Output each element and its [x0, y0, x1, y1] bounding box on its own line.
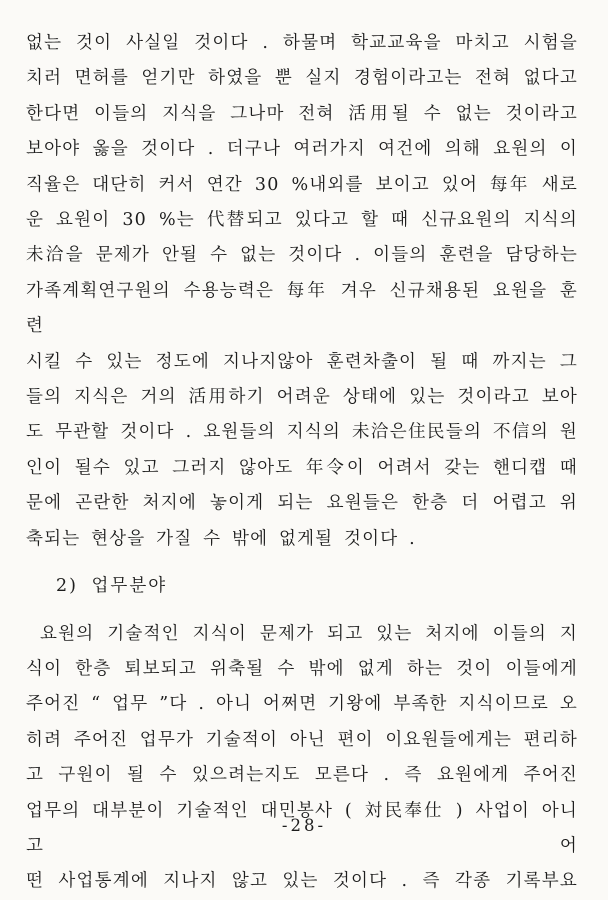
section-heading: 2) 업무분야: [56, 576, 168, 597]
text-line: 인이 될수 있고 그러지 않아도 年令이 어려서 갖는 핸디캡 때: [26, 457, 578, 478]
page-number: -28-: [281, 816, 327, 835]
text-line: 업무의 대부분이 기술적인 대민봉사 ( 対民奉仕 ) 사업이 아니고 어: [26, 800, 578, 856]
text-line: 한다면 이들의 지식을 그나마 전혀 活用될 수 없는 것이라고: [26, 103, 578, 124]
text-line: 주어진 “ 업무 ”다 . 아니 어쩌면 기왕에 부족한 지식이므로 오: [26, 694, 578, 715]
text-line: 고 구원이 될 수 있으려는지도 모른다 . 즉 요원에게 주어진: [26, 765, 578, 786]
text-line: 떤 사업통계에 지나지 않고 있는 것이다 . 즉 각종 기록부요: [26, 871, 578, 892]
text-line: 도 무관할 것이다 . 요원들의 지식의 未洽은住民들의 不信의 원: [26, 422, 578, 443]
text-line: 직율은 대단히 커서 연간 30 %내외를 보이고 있어 每年 새로: [26, 174, 578, 195]
text-line: 시킬 수 있는 정도에 지나지않아 훈련차출이 될 때 까지는 그: [26, 351, 578, 372]
text-line: 문에 곤란한 처지에 놓이게 되는 요원들은 한층 더 어렵고 위: [26, 493, 578, 514]
paragraph-2: [26, 617, 578, 900]
text-line: 보아야 옳을 것이다 . 더구나 여러가지 여건에 의해 요원의 이: [26, 139, 578, 160]
text-line: 未洽을 문제가 안될 수 없는 것이다 . 이들의 훈련을 담당하는: [26, 245, 578, 266]
text-line: 요원의 기술적인 지식이 문제가 되고 있는 처지에 이들의 지: [40, 623, 578, 644]
text-line: 히려 주어진 업무가 기술적이 아닌 편이 이요원들에게는 편리하: [26, 729, 578, 750]
text-line: 식이 한층 퇴보되고 위축될 수 밖에 없게 하는 것이 이들에게: [26, 658, 578, 679]
text-line: 없는 것이 사실일 것이다 . 하물며 학교교육을 마치고 시험을: [26, 33, 578, 53]
text-line: 가족계획연구원의 수용능력은 每年 겨우 신규채용된 요원을 훈련: [26, 280, 578, 337]
text-line: 치러 면허를 얻기만 하였을 뿐 실지 경험이라고는 전혀 없다고: [26, 68, 578, 89]
text-line: 들의 지식은 거의 活用하기 어려운 상태에 있는 것이라고 보아: [26, 387, 578, 408]
text-line: 운 요원이 30 %는 代替되고 있다고 할 때 신규요원의 지식의: [26, 210, 578, 231]
paragraph-1: [26, 26, 578, 557]
text-line: 축되는 현상을 가질 수 밖에 없게될 것이다 .: [26, 528, 416, 549]
